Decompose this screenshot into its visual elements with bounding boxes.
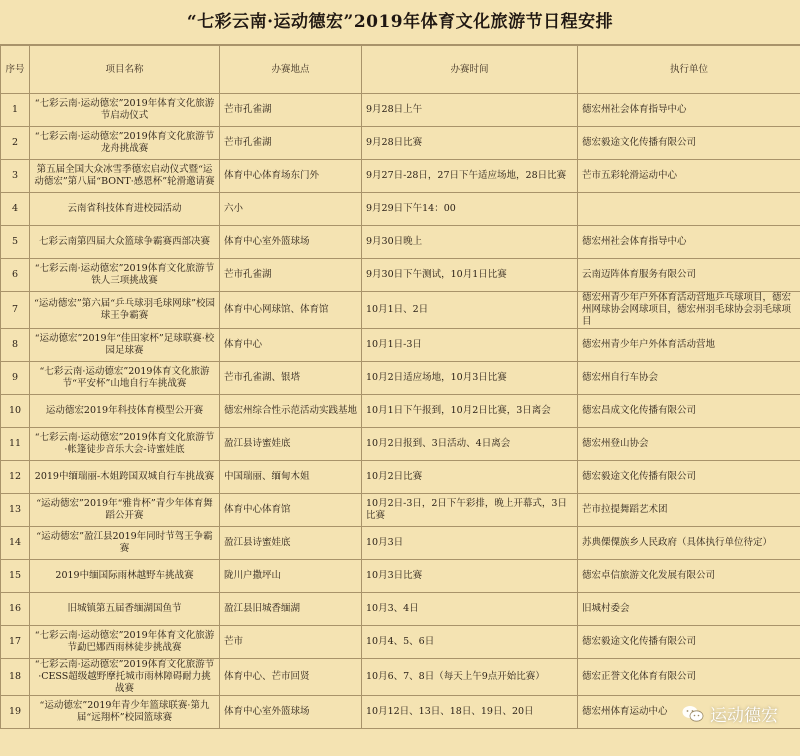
row-index-cell: 8 [1,329,30,362]
venue-cell: 中国瑞丽、缅甸木姐 [220,461,362,494]
row-index-cell: 17 [1,626,30,659]
venue-cell: 芒市孔雀湖 [220,127,362,160]
header-index: 序号 [1,46,30,94]
row-index-cell: 13 [1,494,30,527]
table-row [1,560,800,593]
venue-cell: 盈江县诗蜜娃底 [220,527,362,560]
venue-cell: 盈江县旧城香缅湖 [220,593,362,626]
header-venue: 办赛地点 [220,46,362,94]
project-name-cell: “七彩云南·运动德宏”2019年体育文化旅游节启动仪式 [30,94,220,127]
event-time-cell: 10月2日比赛 [362,461,578,494]
organizer-cell: 德宏州社会体育指导中心 [578,94,800,127]
table-row [1,94,800,127]
project-name-cell: “七彩云南·运动德宏”2019体育文化旅游节铁人三项挑战赛 [30,259,220,292]
wechat-icon [682,705,704,723]
project-name-cell: “七彩云南·运动德宏”2019体育文化旅游节·CESS超级越野摩托城市雨林障碍耐力挑战赛 [30,659,220,696]
row-index-cell: 4 [1,193,30,226]
organizer-cell: 德宏州青少年户外体育活动营地 [578,329,800,362]
venue-cell: 体育中心室外篮球场 [220,696,362,729]
table-row [1,160,800,193]
venue-cell: 芒市 [220,626,362,659]
event-time-cell: 10月3、4日 [362,593,578,626]
venue-cell: 德宏州综合性示范活动实践基地 [220,395,362,428]
organizer-cell: 德宏州自行车协会 [578,362,800,395]
organizer-cell: 芒市五彩轮滑运动中心 [578,160,800,193]
event-time-cell: 10月3日 [362,527,578,560]
project-name-cell: “运动德宏”第六届“乒乓球羽毛球网球”校园球王争霸赛 [30,292,220,329]
row-index-cell: 9 [1,362,30,395]
row-index-cell: 6 [1,259,30,292]
venue-cell: 体育中心体育馆 [220,494,362,527]
row-index-cell: 16 [1,593,30,626]
organizer-cell: 德宏毅途文化传播有限公司 [578,127,800,160]
organizer-cell: 芒市拉提舞蹈艺术团 [578,494,800,527]
header-name: 项目名称 [30,46,220,94]
project-name-cell: 2019中缅瑞丽-木姐跨国双城自行车挑战赛 [30,461,220,494]
event-time-cell: 9月28日上午 [362,94,578,127]
row-index-cell: 12 [1,461,30,494]
organizer-cell: 德宏毅途文化传播有限公司 [578,461,800,494]
header-time: 办赛时间 [362,46,578,94]
event-time-cell: 10月2日-3日，2日下午彩排，晚上开幕式，3日比赛 [362,494,578,527]
event-time-cell: 10月6、7、8日（每天上午9点开始比赛） [362,659,578,696]
table-row [1,226,800,259]
event-time-cell: 9月30日下午测试，10月1日比赛 [362,259,578,292]
project-name-cell: 2019中缅国际雨林越野车挑战赛 [30,560,220,593]
row-index-cell: 1 [1,94,30,127]
event-time-cell: 10月2日适应场地，10月3日比赛 [362,362,578,395]
organizer-cell: 德宏卓信旅游文化发展有限公司 [578,560,800,593]
row-index-cell: 11 [1,428,30,461]
watermark [682,701,778,726]
table-row [1,428,800,461]
project-name-cell: “七彩云南·运动德宏”2019体育文化旅游节龙舟挑战赛 [30,127,220,160]
schedule-table [0,45,800,729]
table-row [1,329,800,362]
table-row [1,527,800,560]
table-header-row [1,46,800,94]
project-name-cell: 运动德宏2019年科技体育模型公开赛 [30,395,220,428]
row-index-cell: 14 [1,527,30,560]
event-time-cell: 10月4、5、6日 [362,626,578,659]
row-index-cell: 7 [1,292,30,329]
venue-cell: 体育中心体育场东门外 [220,160,362,193]
event-time-cell: 9月30日晚上 [362,226,578,259]
project-name-cell: “七彩云南·运动德宏”2019体育文化旅游节·帐篷徒步音乐大会-诗蜜娃底 [30,428,220,461]
organizer-cell: 苏典傈僳族乡人民政府（具体执行单位待定） [578,527,800,560]
organizer-cell: 旧城村委会 [578,593,800,626]
event-time-cell: 10月12日、13日、18日、19日、20日 [362,696,578,729]
row-index-cell: 3 [1,160,30,193]
venue-cell: 陇川户撒坪山 [220,560,362,593]
event-time-cell: 9月28日比赛 [362,127,578,160]
row-index-cell: 15 [1,560,30,593]
organizer-cell: 德宏昌成文化传播有限公司 [578,395,800,428]
row-index-cell: 18 [1,659,30,696]
venue-cell: 芒市孔雀湖 [220,259,362,292]
project-name-cell: “七彩云南·运动德宏”2019体育文化旅游节“平安杯”山地自行车挑战赛 [30,362,220,395]
header-org: 执行单位 [578,46,800,94]
project-name-cell: 旧城镇第五届香缅湖国鱼节 [30,593,220,626]
event-time-cell: 10月3日比赛 [362,560,578,593]
table-row [1,193,800,226]
venue-cell: 体育中心网球馆、体育馆 [220,292,362,329]
table-row [1,259,800,292]
venue-cell: 六小 [220,193,362,226]
table-row [1,461,800,494]
organizer-cell: 德宏正誉文化体育有限公司 [578,659,800,696]
venue-cell: 体育中心室外篮球场 [220,226,362,259]
table-row [1,593,800,626]
organizer-cell: 德宏州青少年户外体育活动营地乒乓球项目，德宏州网球协会网球项目，德宏州羽毛球协会羽毛球项目 [578,292,800,329]
table-row [1,292,800,329]
table-row [1,494,800,527]
table-row [1,127,800,160]
project-name-cell: “运动德宏”2019年“佳田家杯”足球联赛·校园足球赛 [30,329,220,362]
row-index-cell: 10 [1,395,30,428]
table-row [1,696,800,729]
venue-cell: 芒市孔雀湖 [220,94,362,127]
table-row [1,395,800,428]
project-name-cell: 第五届全国大众冰雪季德宏启动仪式暨“运动德宏”第八届“BONT·感恩杯”轮滑邀请赛 [30,160,220,193]
venue-cell: 体育中心、芒市回贤 [220,659,362,696]
watermark-text: 运动德宏 [710,706,778,726]
table-row [1,362,800,395]
organizer-cell: 德宏州体育运动中心 [578,696,800,729]
project-name-cell: “运动德宏”2019年青少年篮球联赛·第九届“远翔杯”校园篮球赛 [30,696,220,729]
organizer-cell: 云南迈阵体育服务有限公司 [578,259,800,292]
venue-cell: 盈江县诗蜜娃底 [220,428,362,461]
event-time-cell: 9月29日下午14：00 [362,193,578,226]
row-index-cell: 2 [1,127,30,160]
row-index-cell: 5 [1,226,30,259]
project-name-cell: “七彩云南·运动德宏”2019年体育文化旅游节勐巴娜西雨林徒步挑战赛 [30,626,220,659]
venue-cell: 芒市孔雀湖、银塔 [220,362,362,395]
event-time-cell: 9月27日-28日，27日下午适应场地，28日比赛 [362,160,578,193]
organizer-cell: 德宏毅途文化传播有限公司 [578,626,800,659]
event-time-cell: 10月2日报到、3日活动、4日离会 [362,428,578,461]
project-name-cell: “运动德宏”2019年“雅肯杯”青少年体育舞蹈公开赛 [30,494,220,527]
organizer-cell: 德宏州登山协会 [578,428,800,461]
organizer-cell: 德宏州社会体育指导中心 [578,226,800,259]
page-title: “七彩云南·运动德宏”2019年体育文化旅游节日程安排 [0,0,800,45]
event-time-cell: 10月1日下午报到，10月2日比赛，3日离会 [362,395,578,428]
project-name-cell: “运动德宏”盈江县2019年同时节驾王争霸赛 [30,527,220,560]
project-name-cell: 云南省科技体育进校园活动 [30,193,220,226]
table-row [1,659,800,696]
project-name-cell: 七彩云南第四届大众篮球争霸赛西部决赛 [30,226,220,259]
venue-cell: 体育中心 [220,329,362,362]
event-time-cell: 10月1日-3日 [362,329,578,362]
table-row [1,626,800,659]
row-index-cell: 19 [1,696,30,729]
event-time-cell: 10月1日、2日 [362,292,578,329]
organizer-cell [578,193,800,226]
